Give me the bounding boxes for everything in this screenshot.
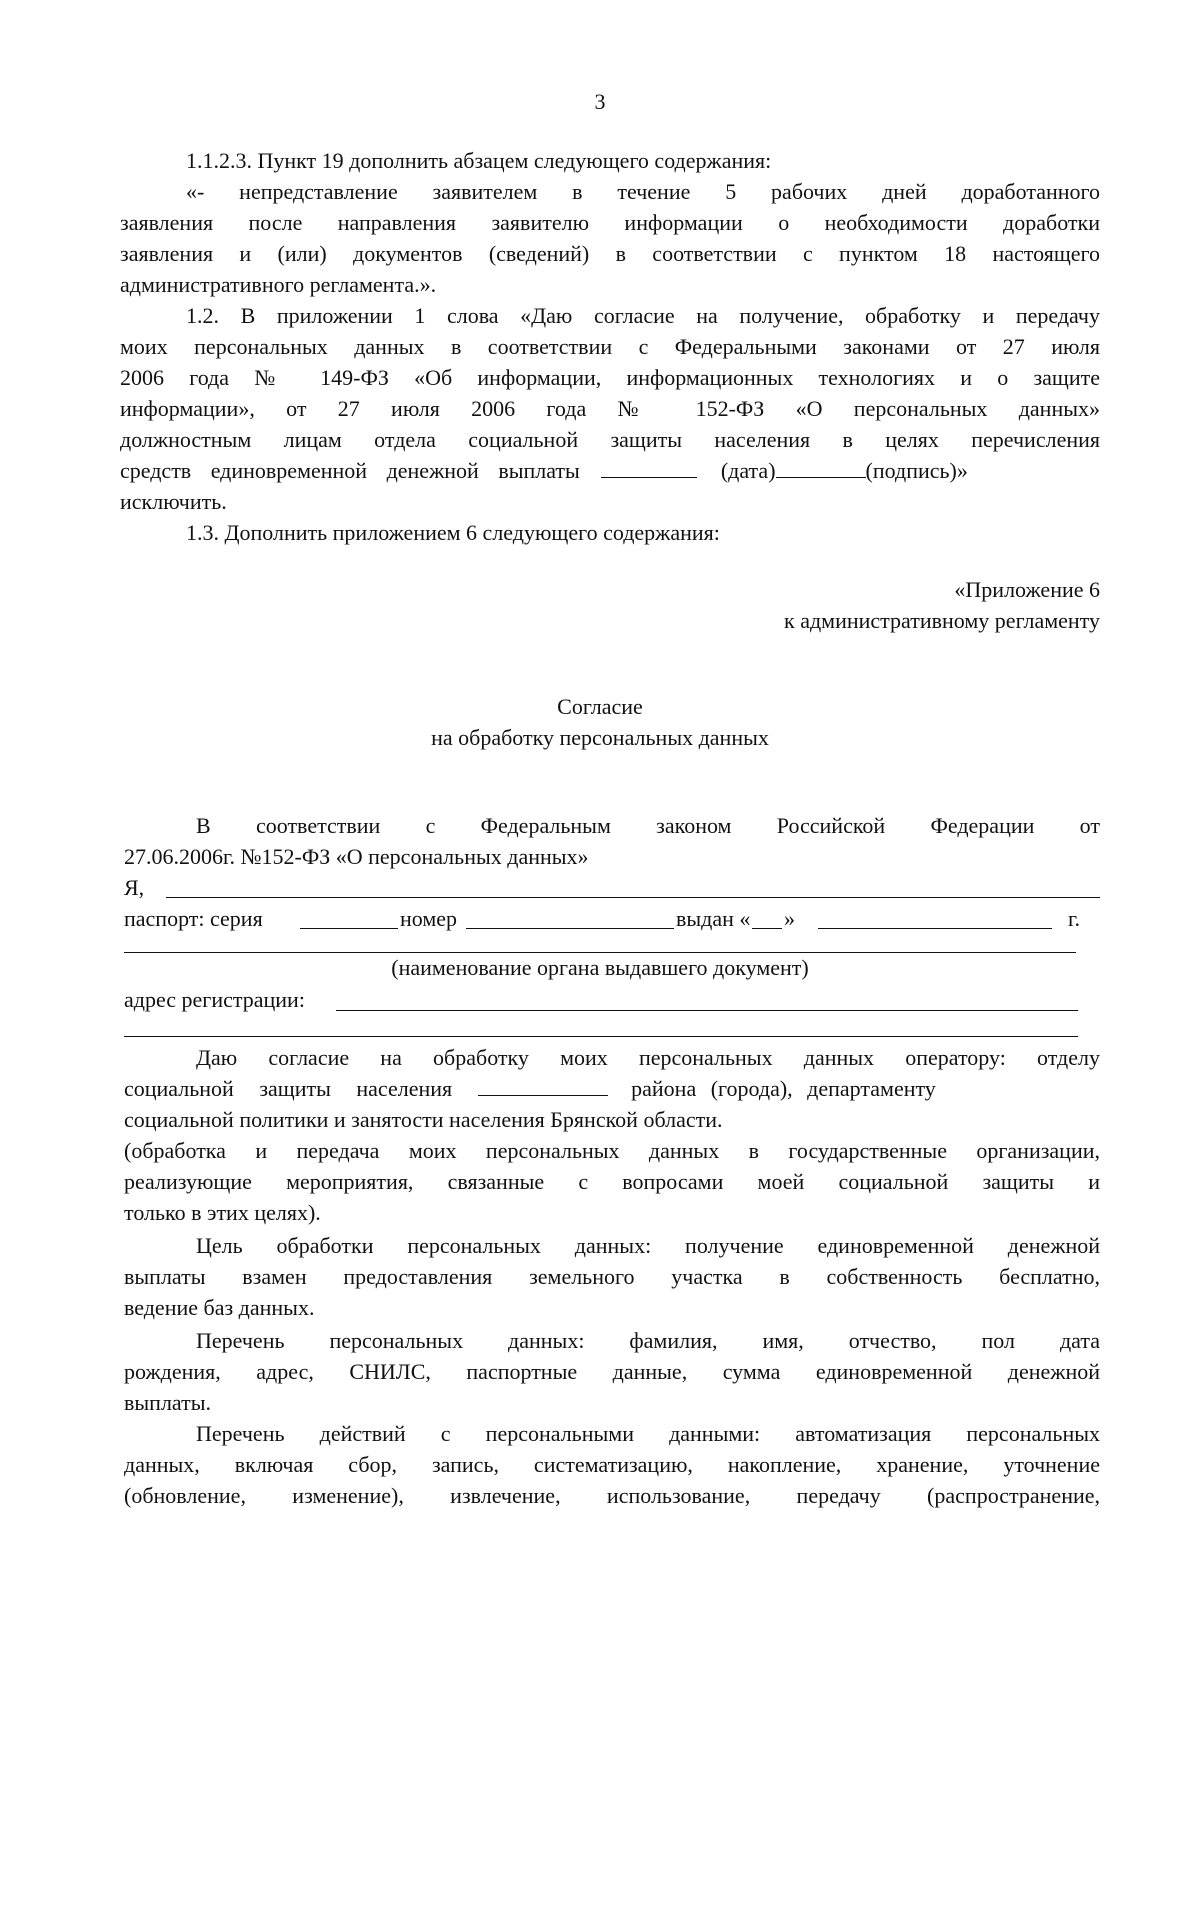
consent-title: Согласие (557, 694, 643, 719)
consent-operator-text: района (города), департаменту (631, 1076, 936, 1101)
appendix-label: «Приложение 6 (954, 577, 1100, 602)
amendment-quote-line: «- непредставление заявителем в течение 5 рабочих дней доработанного (186, 179, 1100, 204)
consent-subtitle: на обработку персональных данных (431, 725, 769, 750)
issued-month-field[interactable] (818, 928, 1052, 929)
actions-list-line: Перечень действий с персональными данными: автоматизация персональных (196, 1421, 1100, 1446)
consent-operator-line (124, 1073, 1100, 1104)
address-field-continued[interactable] (124, 1036, 1078, 1037)
amendment-quote-line: заявления и (или) документов (сведений) в соответствии с пунктом 18 настоящего (120, 241, 1100, 266)
amendment-1-2-line: 1.2. В приложении 1 слова «Даю согласие на получение, обработку и передачу (186, 303, 1100, 328)
address-label: адрес регистрации: (124, 987, 305, 1012)
amendment-1-2-line: моих персональных данных в соответствии с Федеральными законами от 27 июля (120, 334, 1100, 359)
consent-operator-text: социальной защиты населения (124, 1076, 453, 1101)
processing-purpose-line: выплаты взамен предоставления земельного участка в собственность бесплатно, (124, 1264, 1100, 1289)
date-label: (дата) (720, 458, 776, 483)
appendix-subtitle: к административному регламенту (784, 608, 1100, 633)
consent-intro-line: В соответствии с Федеральным законом Российской Федерации от (196, 813, 1100, 838)
year-suffix: г. (1068, 906, 1081, 931)
consent-scope-line: реализующие мероприятия, связанные с вопросами моей социальной защиты и (124, 1169, 1100, 1194)
issuing-authority-caption: (наименование органа выдавшего документ) (391, 955, 809, 980)
issued-close-quote: » (784, 906, 795, 931)
page-number: 3 (594, 89, 606, 114)
amendment-1-2-line: информации», от 27 июля 2006 года № 152-ФЗ «О персональных данных» (120, 396, 1100, 421)
amendment-quote-line: заявления после направления заявителю информации о необходимости доработки (120, 210, 1100, 235)
data-list-line: рождения, адрес, СНИЛС, паспортные данные, сумма единовременной денежной (124, 1359, 1100, 1384)
consent-intro-line: 27.06.2006г. №152-ФЗ «О персональных данных» (124, 844, 589, 869)
amendment-quote-line: административного регламента.». (120, 272, 437, 297)
amendment-1-1-2-3: 1.1.2.3. Пункт 19 дополнить абзацем следующего содержания: (186, 148, 772, 173)
data-list-line: выплаты. (124, 1390, 212, 1415)
passport-number-label: номер (400, 906, 458, 931)
amendment-1-3: 1.3. Дополнить приложением 6 следующего содержания: (186, 520, 720, 545)
blank-field (776, 457, 866, 478)
full-name-field[interactable] (166, 897, 1100, 898)
passport-series-field[interactable] (300, 928, 398, 929)
consent-operator-line: Даю согласие на обработку моих персональных данных оператору: отделу (196, 1045, 1100, 1070)
blank-field (601, 457, 697, 478)
passport-series-label: паспорт: серия (124, 906, 263, 931)
processing-purpose-line: Цель обработки персональных данных: получение единовременной денежной (196, 1233, 1100, 1258)
name-label: Я, (124, 875, 145, 900)
processing-purpose-line: ведение баз данных. (124, 1295, 315, 1320)
signature-label: (подпись)» (865, 458, 968, 483)
consent-operator-line: социальной политики и занятости населения Брянской области. (124, 1107, 723, 1132)
amendment-1-2-end: исключить. (120, 489, 227, 514)
district-field[interactable] (478, 1075, 608, 1096)
address-field[interactable] (336, 1010, 1078, 1011)
data-list-line: Перечень персональных данных: фамилия, имя, отчество, пол дата (196, 1328, 1100, 1353)
passport-number-field[interactable] (466, 928, 674, 929)
consent-scope-line: только в этих целях). (124, 1200, 321, 1225)
amendment-1-2-signature-line (120, 455, 1100, 486)
actions-list-line: данных, включая сбор, запись, систематизацию, накопление, хранение, уточнение (124, 1452, 1100, 1477)
amendment-1-2-line-text: средств единовременной денежной выплаты (120, 458, 580, 483)
issued-day-field[interactable] (752, 928, 782, 929)
amendment-1-2-line: 2006 года № 149-ФЗ «Об информации, информационных технологиях и о защите (120, 365, 1100, 390)
actions-list-line: (обновление, изменение), извлечение, использование, передачу (распространение, (124, 1483, 1100, 1508)
issued-label: выдан « (676, 906, 751, 931)
consent-scope-line: (обработка и передача моих персональных данных в государственные организации, (124, 1138, 1100, 1163)
amendment-1-2-line: должностным лицам отдела социальной защиты населения в целях перечисления (120, 427, 1100, 452)
